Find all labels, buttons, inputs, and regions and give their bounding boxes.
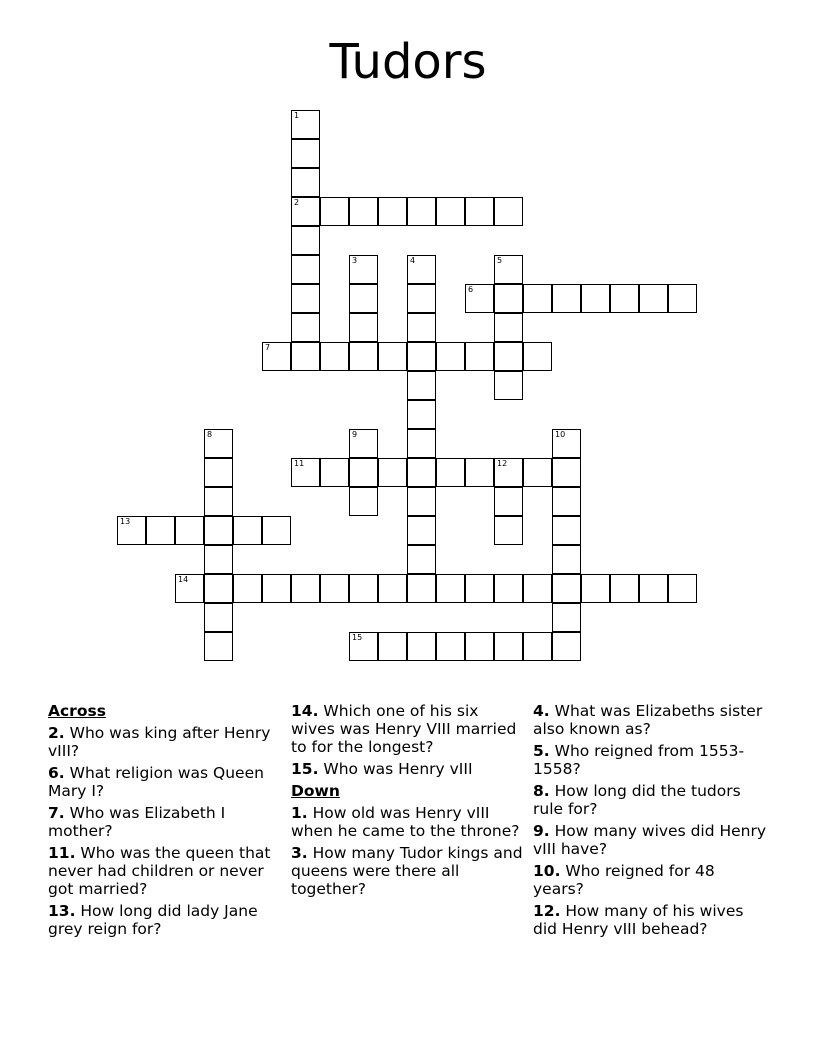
grid-cell[interactable] [349, 574, 378, 603]
clue-number: 10. [533, 862, 561, 880]
grid-cell[interactable] [610, 574, 639, 603]
clue-down-10 [533, 862, 769, 898]
clue-text: Which one of his six wives was Henry VIII married to for the longest? [291, 702, 517, 756]
grid-cell[interactable] [494, 197, 523, 226]
grid-cell[interactable] [465, 632, 494, 661]
clue-number: 12. [533, 902, 561, 920]
clue-number: 9. [533, 822, 550, 840]
grid-cell[interactable] [407, 429, 436, 458]
grid-cell[interactable] [291, 197, 320, 226]
across-heading: Across [48, 702, 106, 720]
grid-cell[interactable] [552, 458, 581, 487]
clue-text: Who was king after Henry vIII? [48, 724, 271, 760]
grid-cell[interactable] [552, 632, 581, 661]
clue-number: 2. [48, 724, 65, 742]
grid-cell[interactable] [117, 516, 146, 545]
grid-cell[interactable] [465, 574, 494, 603]
grid-cell[interactable] [523, 458, 552, 487]
clue-number-label: 1 [294, 111, 300, 120]
grid-cell[interactable] [407, 545, 436, 574]
grid-cell[interactable] [552, 545, 581, 574]
clue-number-label: 14 [178, 575, 189, 584]
grid-cell[interactable] [204, 487, 233, 516]
grid-cell[interactable] [204, 574, 233, 603]
grid-cell[interactable] [291, 458, 320, 487]
grid-cell[interactable] [407, 458, 436, 487]
grid-cell[interactable] [494, 516, 523, 545]
grid-cell[interactable] [494, 574, 523, 603]
clue-number-label: 8 [207, 430, 213, 439]
clue-number: 11. [48, 844, 76, 862]
grid-cell[interactable] [407, 197, 436, 226]
clue-number-label: 13 [120, 517, 131, 526]
grid-cell[interactable] [407, 313, 436, 342]
grid-cell[interactable] [552, 284, 581, 313]
clue-down-3 [291, 844, 527, 898]
grid-cell[interactable] [349, 313, 378, 342]
grid-cell[interactable] [204, 458, 233, 487]
clue-down-1 [291, 804, 527, 840]
grid-cell[interactable] [610, 284, 639, 313]
clue-number: 7. [48, 804, 65, 822]
grid-cell[interactable] [349, 197, 378, 226]
clue-text: Who was Henry vIII [323, 760, 473, 778]
grid-cell[interactable] [436, 458, 465, 487]
grid-cell[interactable] [291, 110, 320, 139]
page-title: Tudors [329, 34, 487, 90]
grid-cell[interactable] [465, 458, 494, 487]
grid-cell[interactable] [291, 574, 320, 603]
clue-across-13 [48, 902, 284, 938]
grid-cell[interactable] [552, 429, 581, 458]
clue-number: 5. [533, 742, 550, 760]
clue-number: 3. [291, 844, 308, 862]
grid-cell[interactable] [407, 632, 436, 661]
grid-cell[interactable] [320, 197, 349, 226]
grid-cell[interactable] [465, 284, 494, 313]
grid-cell[interactable] [146, 516, 175, 545]
grid-cell[interactable] [349, 487, 378, 516]
grid-cell[interactable] [436, 632, 465, 661]
clue-number: 8. [533, 782, 550, 800]
grid-cell[interactable] [436, 574, 465, 603]
clue-number-label: 9 [352, 430, 358, 439]
grid-cell[interactable] [552, 603, 581, 632]
clue-number-label: 5 [497, 256, 503, 265]
grid-cell[interactable] [407, 516, 436, 545]
grid-cell[interactable] [349, 255, 378, 284]
clue-text: Who reigned from 1553-1558? [533, 742, 745, 778]
clue-across-2 [48, 724, 284, 760]
grid-cell[interactable] [494, 284, 523, 313]
clue-across-7 [48, 804, 284, 840]
clue-down-4 [533, 702, 769, 738]
grid-cell[interactable] [581, 284, 610, 313]
clue-across-6 [48, 764, 284, 800]
clue-number-label: 11 [294, 459, 305, 468]
grid-cell[interactable] [407, 574, 436, 603]
grid-cell[interactable] [378, 632, 407, 661]
grid-cell[interactable] [494, 313, 523, 342]
grid-cell[interactable] [262, 342, 291, 371]
clue-number: 15. [291, 760, 319, 778]
clue-down-9 [533, 822, 769, 858]
clue-number: 1. [291, 804, 308, 822]
clue-text: How long did lady Jane grey reign for? [48, 902, 258, 938]
grid-cell[interactable] [494, 458, 523, 487]
grid-cell[interactable] [262, 574, 291, 603]
clue-number-label: 4 [410, 256, 416, 265]
grid-cell[interactable] [668, 574, 697, 603]
grid-cell[interactable] [494, 371, 523, 400]
clue-text: How many Tudor kings and queens were there all together? [291, 844, 523, 898]
grid-cell[interactable] [320, 458, 349, 487]
clue-down-8 [533, 782, 769, 818]
grid-cell[interactable] [175, 574, 204, 603]
grid-cell[interactable] [436, 197, 465, 226]
grid-cell[interactable] [349, 284, 378, 313]
grid-cell[interactable] [349, 632, 378, 661]
grid-cell[interactable] [378, 458, 407, 487]
grid-cell[interactable] [204, 516, 233, 545]
grid-cell[interactable] [552, 574, 581, 603]
grid-cell[interactable] [204, 603, 233, 632]
grid-cell[interactable] [523, 342, 552, 371]
clue-number: 13. [48, 902, 76, 920]
grid-cell[interactable] [668, 284, 697, 313]
grid-cell[interactable] [523, 284, 552, 313]
clue-text: What religion was Queen Mary I? [48, 764, 264, 800]
grid-cell[interactable] [378, 197, 407, 226]
grid-cell[interactable] [407, 371, 436, 400]
grid-cell[interactable] [378, 342, 407, 371]
grid-cell[interactable] [175, 516, 204, 545]
grid-cell[interactable] [262, 516, 291, 545]
grid-cell[interactable] [407, 255, 436, 284]
clue-text: How many of his wives did Henry vIII behead? [533, 902, 744, 938]
grid-cell[interactable] [378, 574, 407, 603]
clue-column-2 [291, 702, 527, 902]
clue-down-12 [533, 902, 769, 938]
grid-cell[interactable] [204, 632, 233, 661]
grid-cell[interactable] [320, 342, 349, 371]
grid-cell[interactable] [494, 632, 523, 661]
grid-cell[interactable] [436, 342, 465, 371]
grid-cell[interactable] [291, 313, 320, 342]
clue-down-5 [533, 742, 769, 778]
clue-number-label: 6 [468, 285, 474, 294]
grid-cell[interactable] [349, 342, 378, 371]
clue-number-label: 3 [352, 256, 358, 265]
clue-text: Who was the queen that never had children or never got married? [48, 844, 271, 898]
grid-cell[interactable] [291, 342, 320, 371]
clue-text: How many wives did Henry vIII have? [533, 822, 767, 858]
grid-cell[interactable] [291, 255, 320, 284]
grid-cell[interactable] [407, 284, 436, 313]
clue-number: 4. [533, 702, 550, 720]
grid-cell[interactable] [349, 429, 378, 458]
clue-text: Who was Elizabeth I mother? [48, 804, 226, 840]
clue-across-15 [291, 760, 527, 778]
grid-cell[interactable] [349, 458, 378, 487]
grid-cell[interactable] [320, 574, 349, 603]
clue-number-label: 12 [497, 459, 508, 468]
clue-column-3 [533, 702, 769, 942]
grid-cell[interactable] [639, 284, 668, 313]
grid-cell[interactable] [407, 487, 436, 516]
grid-cell[interactable] [581, 574, 610, 603]
clue-across-11 [48, 844, 284, 898]
grid-cell[interactable] [204, 545, 233, 574]
clue-number-label: 7 [265, 343, 271, 352]
clue-text: How old was Henry vIII when he came to the throne? [291, 804, 520, 840]
clue-number-label: 15 [352, 633, 363, 642]
clue-text: Who reigned for 48 years? [533, 862, 715, 898]
grid-cell[interactable] [407, 342, 436, 371]
grid-cell[interactable] [465, 342, 494, 371]
clue-text: How long did the tudors rule for? [533, 782, 741, 818]
grid-cell[interactable] [291, 284, 320, 313]
clue-text: What was Elizabeths sister also known as? [533, 702, 763, 738]
grid-cell[interactable] [291, 139, 320, 168]
clue-column-1 [48, 702, 284, 942]
grid-cell[interactable] [291, 168, 320, 197]
grid-cell[interactable] [204, 429, 233, 458]
grid-cell[interactable] [639, 574, 668, 603]
grid-cell[interactable] [523, 574, 552, 603]
grid-cell[interactable] [233, 516, 262, 545]
clue-number-label: 2 [294, 198, 300, 207]
grid-cell[interactable] [523, 632, 552, 661]
grid-cell[interactable] [494, 487, 523, 516]
grid-cell[interactable] [494, 342, 523, 371]
grid-cell[interactable] [233, 574, 262, 603]
grid-cell[interactable] [552, 487, 581, 516]
down-heading: Down [291, 782, 340, 800]
clue-number: 6. [48, 764, 65, 782]
clue-across-14 [291, 702, 527, 756]
grid-cell[interactable] [494, 255, 523, 284]
grid-cell[interactable] [465, 197, 494, 226]
clue-number: 14. [291, 702, 319, 720]
clue-number-label: 10 [555, 430, 566, 439]
grid-cell[interactable] [407, 400, 436, 429]
grid-cell[interactable] [291, 226, 320, 255]
grid-cell[interactable] [552, 516, 581, 545]
